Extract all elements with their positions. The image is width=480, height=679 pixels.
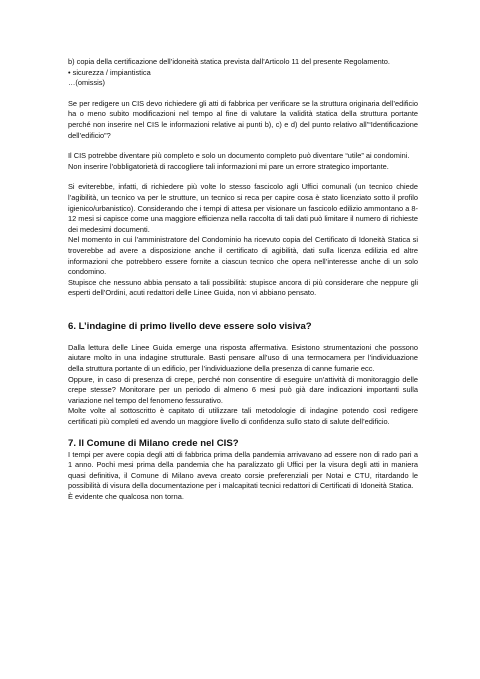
paragraph: Molte volte al sottoscritto è capitato di utilizzare tali metodologie di indagine potendo così redigere certificati più completi ed avendo un maggiore livello di confidenza sullo stato di salute dell’edificio. [68, 406, 418, 427]
paragraph: Il CIS potrebbe diventare più completo e solo un documento completo può diventare “utile” ai condomini. [68, 151, 410, 161]
paragraph: Non inserire l’obbligatorietà di raccogliere tali informazioni mi pare un errore strategico importante. [68, 161, 389, 171]
section-heading: 7. Il Comune di Milano crede nel CIS? [68, 437, 239, 449]
section-heading: 6. L’indagine di primo livello deve essere solo visiva? [68, 320, 312, 332]
paragraph: b) copia della certificazione dell’idoneità statica prevista dall’Articolo 11 del presente Regolamento. [68, 57, 390, 66]
bullet-item: • sicurezza / impiantistica [68, 67, 151, 77]
paragraph: Si eviterebbe, infatti, di richiedere più volte lo stesso fascicolo agli Uffici comunali (un tecnico chiede l’agibilità, un tecnico va per le strutture, un tecnico si reca per capire cosa è stato licenziato sotto il profilo igienico/urbanistico). Considerando che i tempi di attesa per visionare un fascicolo edilizio ammontano a 8-12 mesi si capisce come una maggiore efficienza nella raccolta di tali dati può limitare il numero di richieste dei medesimi documenti. [68, 182, 418, 234]
paragraph: I tempi per avere copia degli atti di fabbrica prima della pandemia arrivavano ad essere non di rado pari a 1 anno. Pochi mesi prima della pandemia che ha paralizzato gli Uffici per la visura degli atti in maniera quasi definitiva, il Comune di Milano aveva creato corsie preferenziali per Notai e CTU, ritardando le possibilità di visura della documentazione per i malcapitati tecnici redattori di Certificati di Idoneità Statica. [68, 449, 418, 491]
paragraph: Nel momento in cui l’amministratore del Condominio ha ricevuto copia del Certificato di Idoneità Statica si troverebbe ad avere a disposizione anche il certificato di agibilità, dati sulla licenza edilizia ed altre informazioni che potrebbero essere fornite a ciascun tecnico che opera nell’interesse anche di un solo condomino. [68, 235, 418, 277]
paragraph: Se per redigere un CIS devo richiedere gli atti di fabbrica per verificare se la struttura originaria dell’edificio ha o meno subito modificazioni nel tempo al fine di valutare la validità statica della struttura portante perché non inserire nel CIS le informazioni relative ai punti b), c) e d) del punto relativo all’“Identificazione dell’edificio”? [68, 98, 418, 140]
paragraph: È evidente che qualcosa non torna. [68, 492, 184, 501]
paragraph: …(omissis) [68, 78, 105, 88]
document-body [68, 57, 418, 503]
paragraph: Oppure, in caso di presenza di crepe, perché non consentire di eseguire un’attività di monitoraggio delle crepe stesse? Monitorare per un periodo di almeno 6 mesi può già dare indicazioni importanti sulla variazione nel tempo del fenomeno fessurativo. [68, 374, 418, 405]
paragraph: Stupisce che nessuno abbia pensato a tali possibilità: stupisce ancora di più considerare che neppure gli esperti dell’Ordini, acuti redattori delle Linee Guida, non vi abbiano pensato. [68, 277, 418, 298]
paragraph: Dalla lettura delle Linee Guida emerge una risposta affermativa. Esistono strumentazioni che possono aiutare molto in una indagine strutturale. Basti pensare all’uso di una termocamera per l’individuazione della struttura portante di un edificio, per l’individuazione della presenza di canne fumarie ecc. [68, 342, 418, 374]
